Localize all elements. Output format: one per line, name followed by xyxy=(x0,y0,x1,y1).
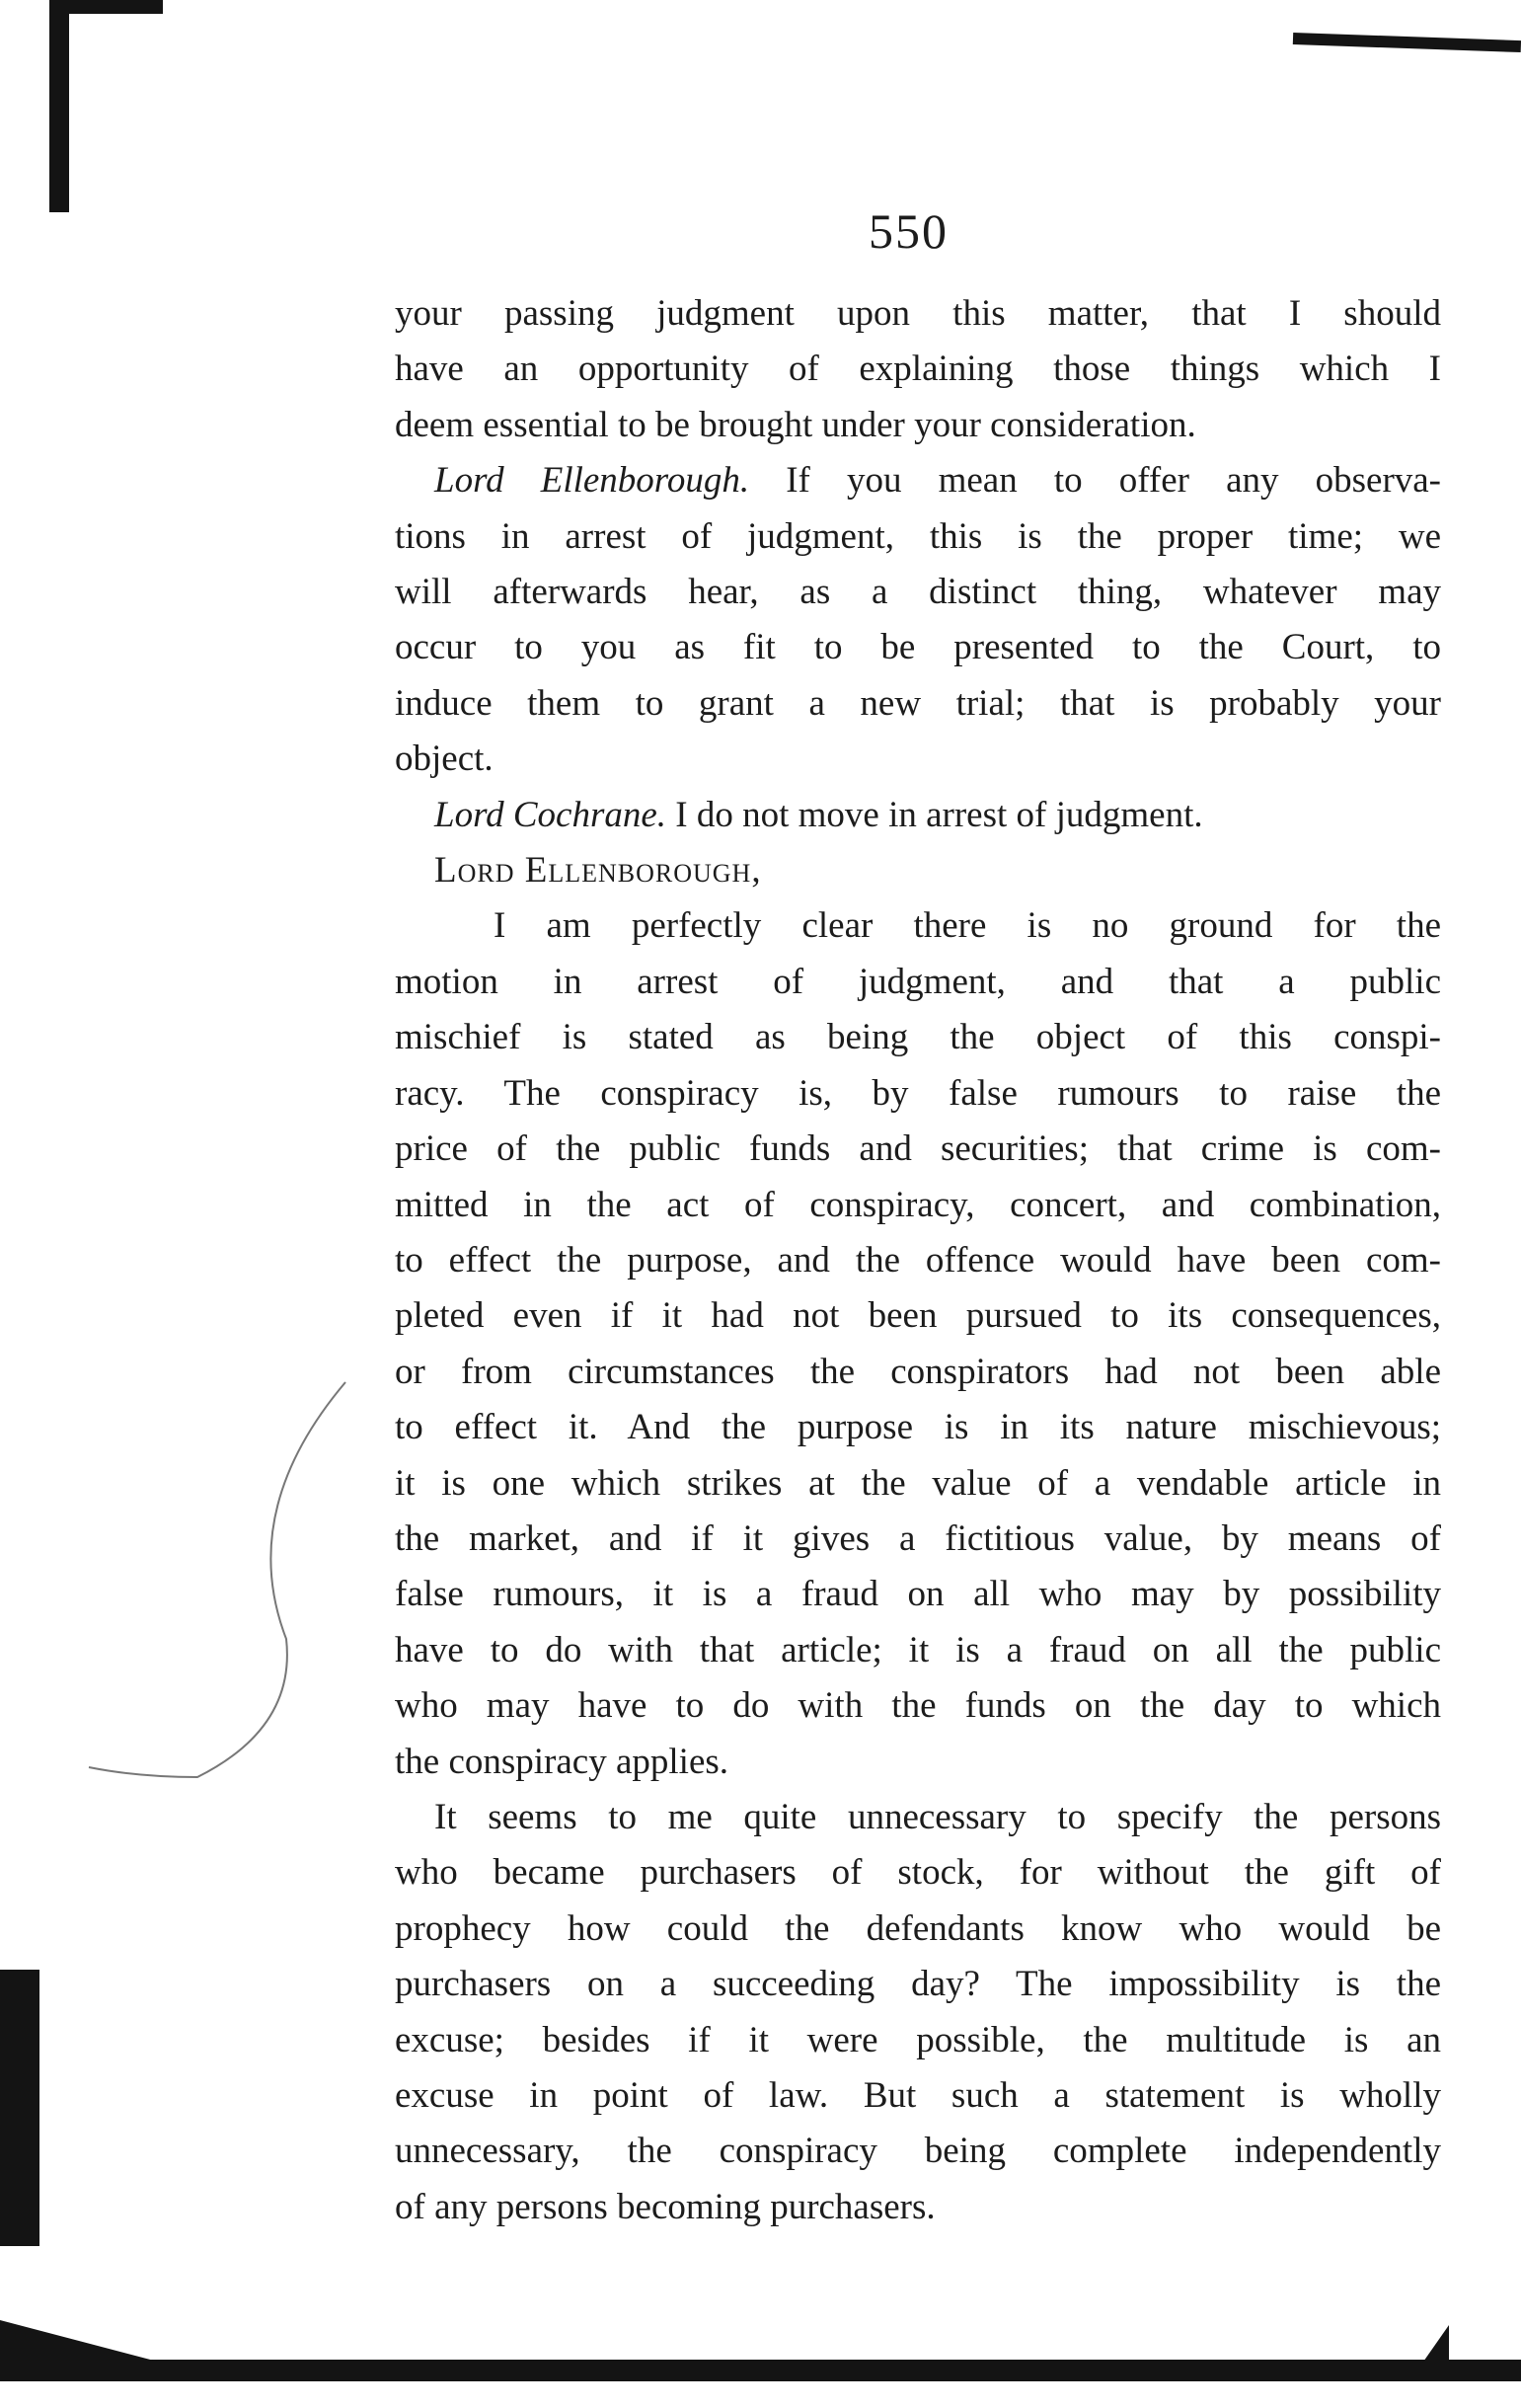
text-line: the market, and if it gives a fictitious value, by means of xyxy=(395,1517,1441,1559)
text-line: the conspiracy applies. xyxy=(395,1741,729,1782)
scan-border-left-lower xyxy=(0,1970,39,2246)
scan-border-bottom xyxy=(0,2360,1521,2381)
text-line: who became purchasers of stock, for without the gift of xyxy=(395,1852,1441,1894)
speech-text: I do not move in arrest of judgment. xyxy=(675,794,1203,835)
text-line: or from circumstances the conspirators had not been able xyxy=(395,1351,1441,1392)
text-line: price of the public funds and securities; that crime is com- xyxy=(395,1128,1441,1170)
text-line: occur to you as fit to be presented to the Court, to xyxy=(395,627,1441,668)
text-line: mischief is stated as being the object of this conspi- xyxy=(395,1017,1441,1058)
text-line: unnecessary, the conspiracy being complete independently xyxy=(395,2131,1441,2172)
text-line: to effect it. And the purpose is in its nature mischievous; xyxy=(395,1407,1441,1448)
paragraph-1 xyxy=(395,286,1441,453)
text-line: prophecy how could the defendants know who would be xyxy=(395,1907,1441,1949)
text-line xyxy=(395,788,1441,843)
text-line: excuse in point of law. But such a statement is wholly xyxy=(395,2075,1441,2116)
text-line: your passing judgment upon this matter, that I should xyxy=(395,293,1441,334)
scan-border-top-left-arm xyxy=(49,0,163,14)
scan-border-bottom-wedge xyxy=(0,2320,158,2362)
text-line: motion in arrest of judgment, and that a public xyxy=(395,961,1441,1002)
text-line: to effect the purpose, and the offence would have been com- xyxy=(395,1239,1441,1281)
speech-text: If you mean to offer any observa- xyxy=(786,460,1442,502)
text-line: pleted even if it had not been pursued to its consequences, xyxy=(395,1295,1441,1337)
text-line xyxy=(395,453,1441,508)
scan-border-top-left xyxy=(49,0,69,212)
text-line: deem essential to be brought under your consideration. xyxy=(395,404,1196,445)
text-line: will afterwards hear, as a distinct thing, whatever may xyxy=(395,572,1441,613)
speaker-name: Lord Ellenborough. xyxy=(434,460,750,502)
scan-border-top-right xyxy=(1293,33,1521,52)
margin-pencil-curve xyxy=(59,1372,375,1787)
text-line: induce them to grant a new trial; that is probably your xyxy=(395,682,1441,724)
speaker-name: Lord Cochrane. xyxy=(434,794,667,835)
text-line: purchasers on a succeeding day? The impossibility is the xyxy=(395,1964,1441,2005)
page-number: 550 xyxy=(869,203,949,259)
text-line: mitted in the act of conspiracy, concert, and combination, xyxy=(395,1184,1441,1225)
paragraph-4 xyxy=(395,898,1441,1790)
paragraph-2 xyxy=(395,453,1441,787)
text-line: have to do with that article; it is a fraud on all the public xyxy=(395,1629,1441,1670)
text-line: of any persons becoming purchasers. xyxy=(395,2186,936,2227)
heading-text: Lord Ellenborough, xyxy=(434,850,762,892)
scan-border-bottom-right xyxy=(1421,2325,1449,2365)
text-line: tions in arrest of judgment, this is the proper time; we xyxy=(395,515,1441,557)
page-text xyxy=(395,286,1441,2235)
text-line: excuse; besides if it were possible, the multitude is an xyxy=(395,2019,1441,2060)
text-line: I am perfectly clear there is no ground for the xyxy=(494,905,1441,947)
text-line: It seems to me quite unnecessary to specify the persons xyxy=(434,1796,1441,1837)
text-line: have an opportunity of explaining those things which I xyxy=(395,349,1441,390)
text-line: false rumours, it is a fraud on all who may by possibility xyxy=(395,1574,1441,1615)
paragraph-3 xyxy=(395,788,1441,843)
text-line: it is one which strikes at the value of a vendable article in xyxy=(395,1462,1441,1504)
text-line: object. xyxy=(395,738,494,780)
section-heading xyxy=(395,843,1441,898)
text-line: racy. The conspiracy is, by false rumours to raise the xyxy=(395,1072,1441,1114)
text-line: who may have to do with the funds on the day to which xyxy=(395,1685,1441,1727)
paragraph-5 xyxy=(395,1790,1441,2235)
